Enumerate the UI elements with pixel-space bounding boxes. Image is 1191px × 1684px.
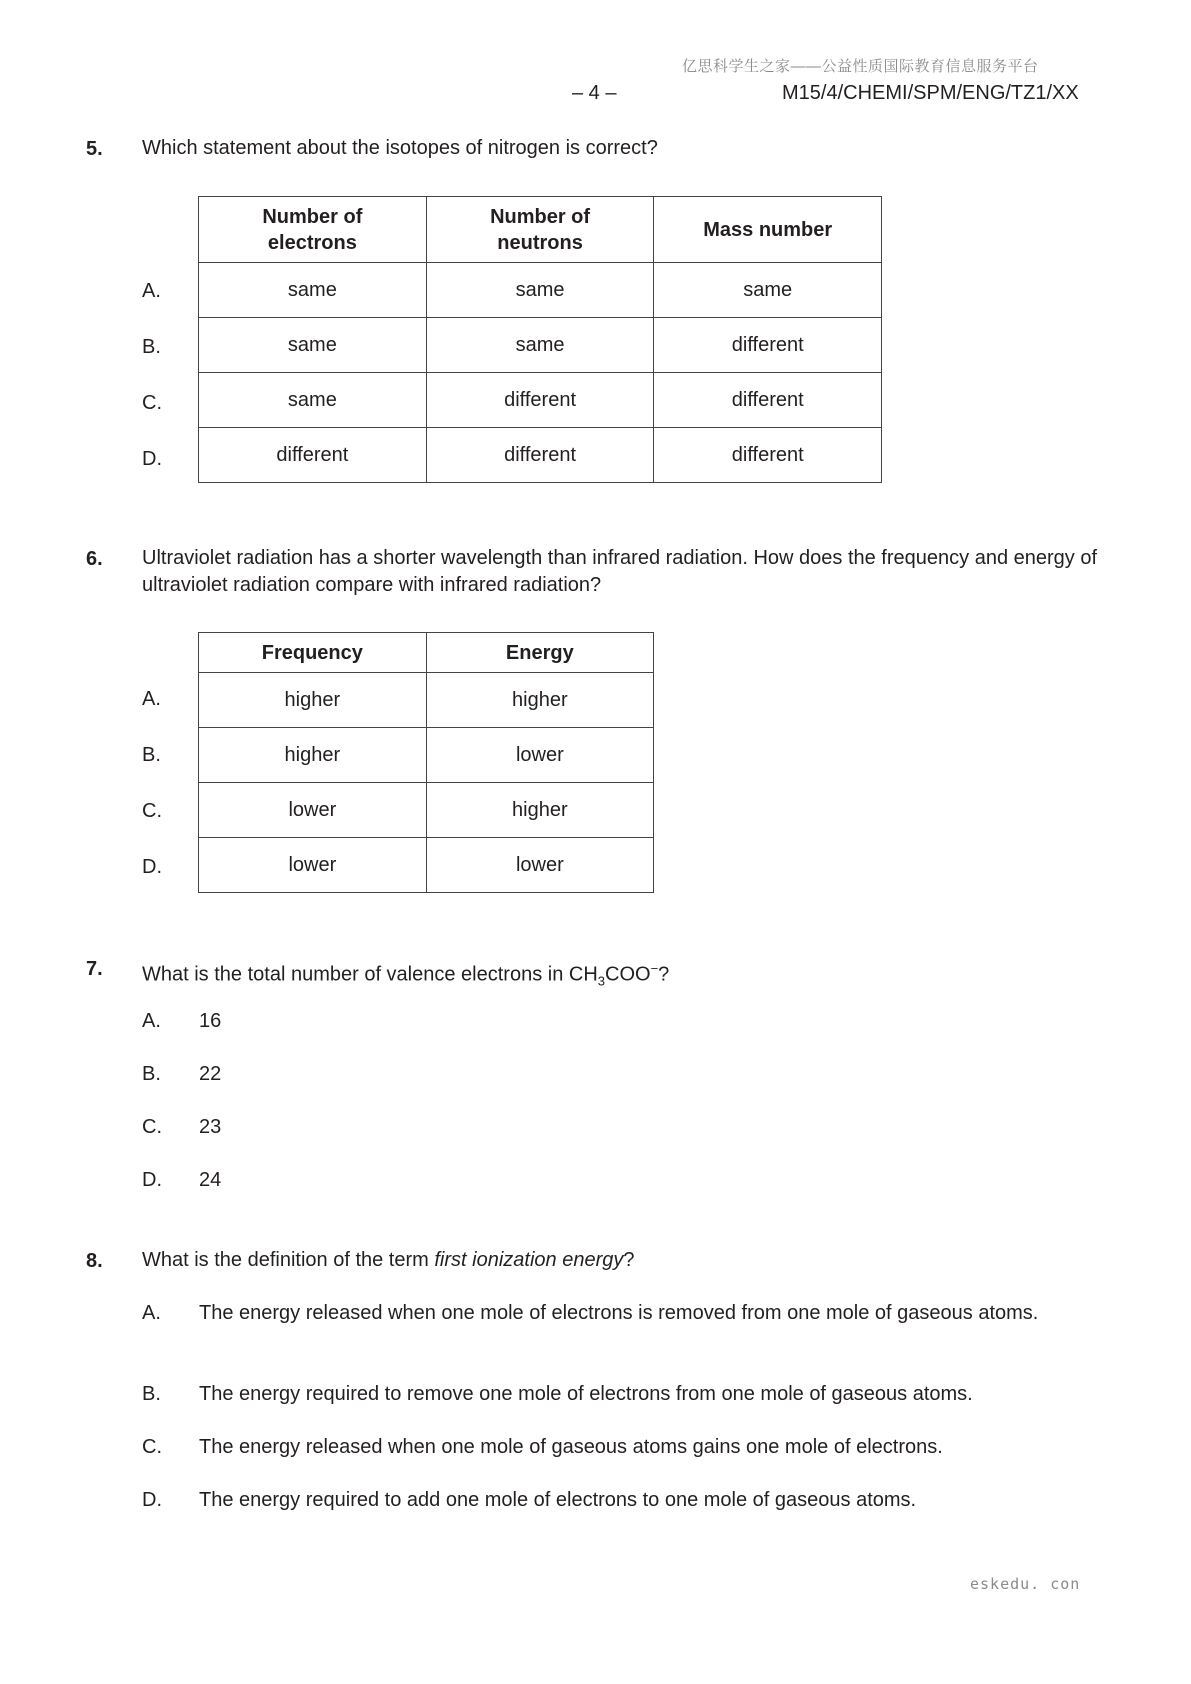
q8-option-label-b: B. — [142, 1383, 161, 1405]
table-row — [199, 263, 882, 318]
paper-code: M15/4/CHEMI/SPM/ENG/TZ1/XX — [782, 82, 1079, 104]
footer-watermark: eskedu. con — [970, 1575, 1081, 1593]
question-8-number: 8. — [86, 1250, 103, 1272]
table-cell: higher — [199, 673, 427, 728]
q8-option-text-b: The energy required to remove one mole of electrons from one mole of gaseous atoms. — [199, 1383, 973, 1405]
table-cell: different — [426, 373, 654, 428]
q7-option-text-d: 24 — [199, 1169, 222, 1191]
q6-row-label-c: C. — [142, 800, 162, 822]
italic-term: first ionization energy — [434, 1249, 624, 1271]
q5-header-mass-number: Mass number — [654, 197, 882, 263]
subscript: 3 — [597, 973, 606, 989]
q7-option-text-a: 16 — [199, 1010, 222, 1032]
q5-row-label-b: B. — [142, 336, 161, 358]
question-5-number: 5. — [86, 138, 103, 160]
table-cell: same — [426, 263, 654, 318]
table-cell: same — [426, 318, 654, 373]
question-7-text: What is the total number of valence electrons in $CH_3COO^-$? — [142, 961, 670, 989]
q5-row-label-d: D. — [142, 448, 162, 470]
q8-option-text-c: The energy released when one mole of gaseous atoms gains one mole of electrons. — [199, 1436, 943, 1458]
q5-row-label-c: C. — [142, 392, 162, 414]
q6-row-label-d: D. — [142, 856, 162, 878]
q5-row-label-a: A. — [142, 280, 161, 302]
superscript: − — [650, 961, 659, 976]
table-cell: higher — [199, 728, 427, 783]
table-cell: different — [426, 428, 654, 483]
q8-option-label-a: A. — [142, 1302, 161, 1324]
question-7-number: 7. — [86, 958, 103, 980]
table-cell: lower — [426, 838, 653, 893]
q5-header-neutrons: Number of neutrons — [426, 197, 654, 263]
question-5-table — [198, 196, 882, 483]
table-cell: same — [199, 318, 427, 373]
q8-option-label-d: D. — [142, 1489, 162, 1511]
table-cell: same — [199, 373, 427, 428]
table-cell: different — [654, 318, 882, 373]
question-5-text: Which statement about the isotopes of nitrogen is correct? — [142, 137, 658, 159]
question-6-table — [198, 632, 654, 893]
table-cell: same — [199, 263, 427, 318]
table-row — [199, 373, 882, 428]
table-row — [199, 728, 654, 783]
q6-header-energy: Energy — [426, 633, 653, 673]
q8-option-text-a: The energy released when one mole of electrons is removed from one mole of gaseous atoms. — [199, 1302, 1039, 1324]
table-row — [199, 428, 882, 483]
table-row — [199, 783, 654, 838]
question-6-number: 6. — [86, 548, 103, 570]
header-watermark: 亿思科学生之家——公益性质国际教育信息服务平台 — [682, 58, 1039, 75]
table-cell: different — [654, 428, 882, 483]
q8-option-label-c: C. — [142, 1436, 162, 1458]
q7-option-label-a: A. — [142, 1010, 161, 1032]
q6-row-label-b: B. — [142, 744, 161, 766]
table-cell: lower — [199, 838, 427, 893]
q7-option-text-b: 22 — [199, 1063, 222, 1085]
table-cell: different — [654, 373, 882, 428]
q8-option-text-d: The energy required to add one mole of electrons to one mole of gaseous atoms. — [199, 1489, 917, 1511]
table-row — [199, 673, 654, 728]
q7-option-label-c: C. — [142, 1116, 162, 1138]
q7-option-text-c: 23 — [199, 1116, 222, 1138]
table-cell: lower — [426, 728, 653, 783]
q6-header-frequency: Frequency — [199, 633, 427, 673]
table-row — [199, 838, 654, 893]
table-cell: lower — [199, 783, 427, 838]
q7-option-label-d: D. — [142, 1169, 162, 1191]
table-cell: different — [199, 428, 427, 483]
table-cell: higher — [426, 673, 653, 728]
table-cell: same — [654, 263, 882, 318]
question-8-text: What is the definition of the term first ionization energy? — [142, 1249, 635, 1271]
page-number: – 4 – — [572, 82, 617, 104]
q6-row-label-a: A. — [142, 688, 161, 710]
question-6-text: Ultraviolet radiation has a shorter wavelength than infrared radiation. How does the frequency and energy of ultraviolet radiation compare with infrared radiation? — [142, 547, 1098, 596]
table-row — [199, 318, 882, 373]
q5-header-electrons: Number of electrons — [199, 197, 427, 263]
table-cell: higher — [426, 783, 653, 838]
q7-option-label-b: B. — [142, 1063, 161, 1085]
